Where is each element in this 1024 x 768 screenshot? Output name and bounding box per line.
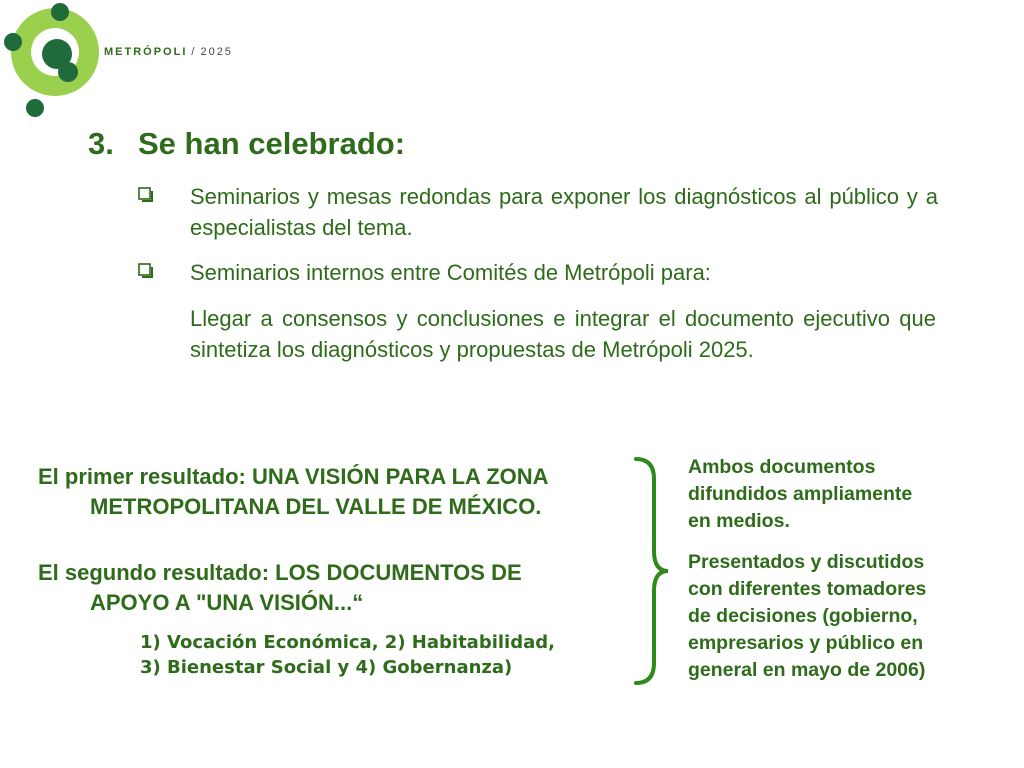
sub-paragraph: Llegar a consensos y conclusiones e integrar el documento ejecutivo que sintetiza los diagnósticos y propuestas de Metrópoli 2025. xyxy=(190,306,936,362)
second-result-line2: APOYO A "UNA VISIÓN...“ xyxy=(90,590,364,615)
brand-year: 2025 xyxy=(200,46,233,58)
brand-wordmark xyxy=(104,46,233,58)
metropoli-logo xyxy=(0,0,110,125)
second-result-line1: El segundo resultado: LOS DOCUMENTOS DE xyxy=(38,560,522,585)
brand-name: METRÓPOLI xyxy=(104,46,188,58)
first-result-line2: METROPOLITANA DEL VALLE DE MÉXICO. xyxy=(90,494,542,519)
note-line: general en mayo de 2006) xyxy=(688,659,926,681)
second-result xyxy=(38,558,648,618)
first-result xyxy=(38,462,648,522)
checkbox-icon xyxy=(138,263,154,279)
note-line: en medios. xyxy=(688,510,790,532)
documents-line1: 1) Vocación Económica, 2) Habitabilidad, xyxy=(140,632,555,653)
brand-separator: / xyxy=(191,46,197,58)
note-presented xyxy=(688,549,988,684)
first-result-line1: El primer resultado: UNA VISIÓN PARA LA ZONA xyxy=(38,464,549,489)
section-number: 3. xyxy=(88,126,114,161)
checkbox-icon xyxy=(138,187,154,203)
documents-list xyxy=(140,630,555,680)
note-line: difundidos ampliamente xyxy=(688,483,913,505)
note-line: Presentados y discutidos xyxy=(688,551,925,573)
bullet-text: Seminarios internos entre Comités de Metrópoli para: xyxy=(190,260,711,285)
bullet-text: Seminarios y mesas redondas para exponer los diagnósticos al público y a especialistas del tema. xyxy=(190,184,938,240)
note-line: con diferentes tomadores xyxy=(688,578,927,600)
bullet-item xyxy=(138,257,938,288)
curly-brace-icon xyxy=(632,455,672,687)
section-heading xyxy=(88,126,405,162)
documents-line2: 3) Bienestar Social y 4) Gobernanza) xyxy=(140,657,513,678)
section-title: Se han celebrado: xyxy=(138,126,406,161)
bullet-item xyxy=(138,181,938,243)
note-media xyxy=(688,454,988,535)
note-line: Ambos documentos xyxy=(688,456,876,478)
note-line: de decisiones (gobierno, xyxy=(688,605,918,627)
note-line: empresarios y público en xyxy=(688,632,924,654)
